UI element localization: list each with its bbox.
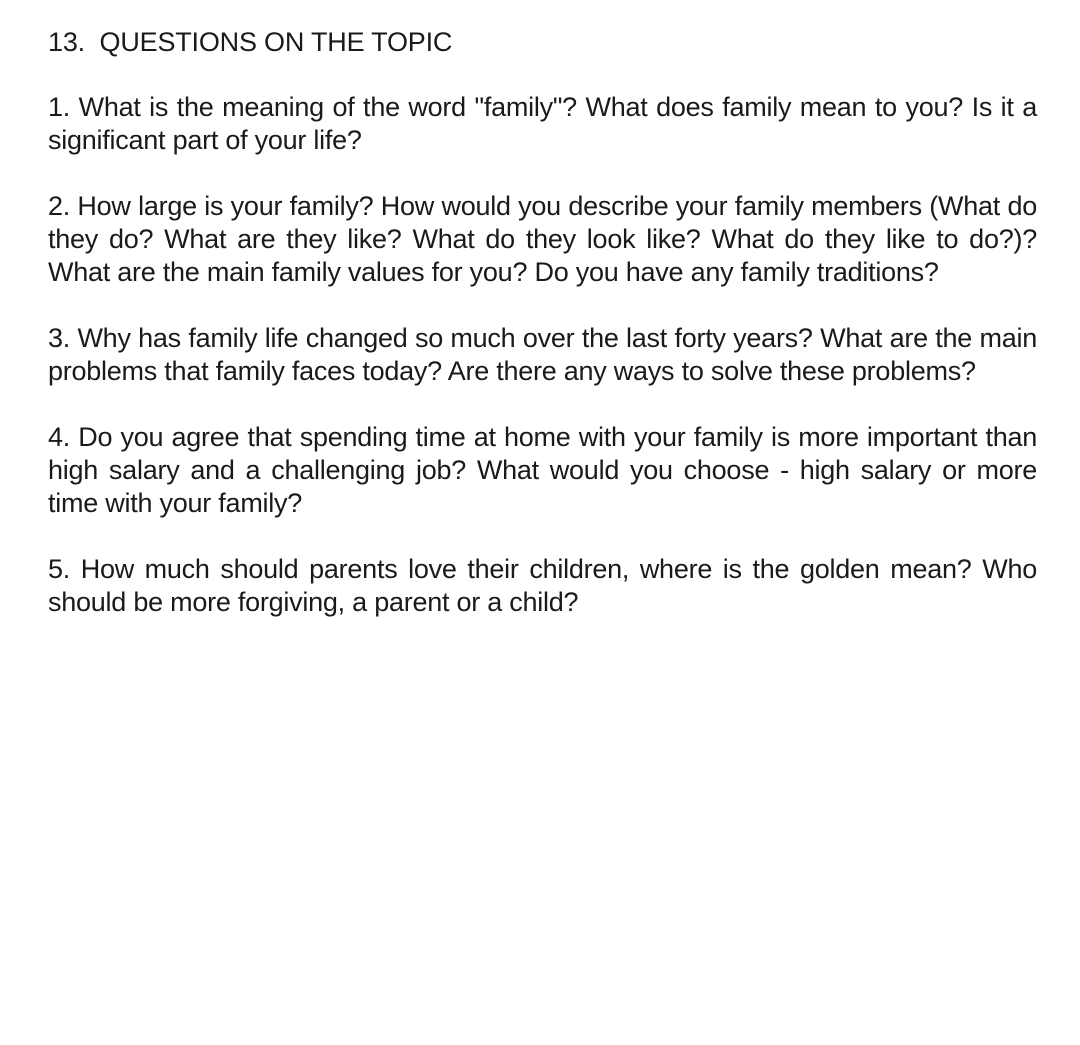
- question-3: 3. Why has family life changed so much over the last forty years? What are the main problems that family faces today? Are there any ways to solve these problems?: [48, 323, 1037, 386]
- question-5: 5. How much should parents love their children, where is the golden mean? Who should be more forgiving, a parent or a child?: [48, 554, 1037, 617]
- section-heading: 13. QUESTIONS ON THE TOPIC: [48, 27, 453, 57]
- question-1: 1. What is the meaning of the word "family"? What does family mean to you? Is it a significant part of your life?: [48, 92, 1037, 155]
- question-4: 4. Do you agree that spending time at home with your family is more important than high salary and a challenging job? What would you choose - high salary or more time with your family?: [48, 422, 1037, 518]
- document-page: [48, 26, 1037, 652]
- question-2: 2. How large is your family? How would you describe your family members (What do they do? What are they like? What do they look like? What do they like to do?)? What are the main family values for you? Do you have any family traditions?: [48, 191, 1037, 287]
